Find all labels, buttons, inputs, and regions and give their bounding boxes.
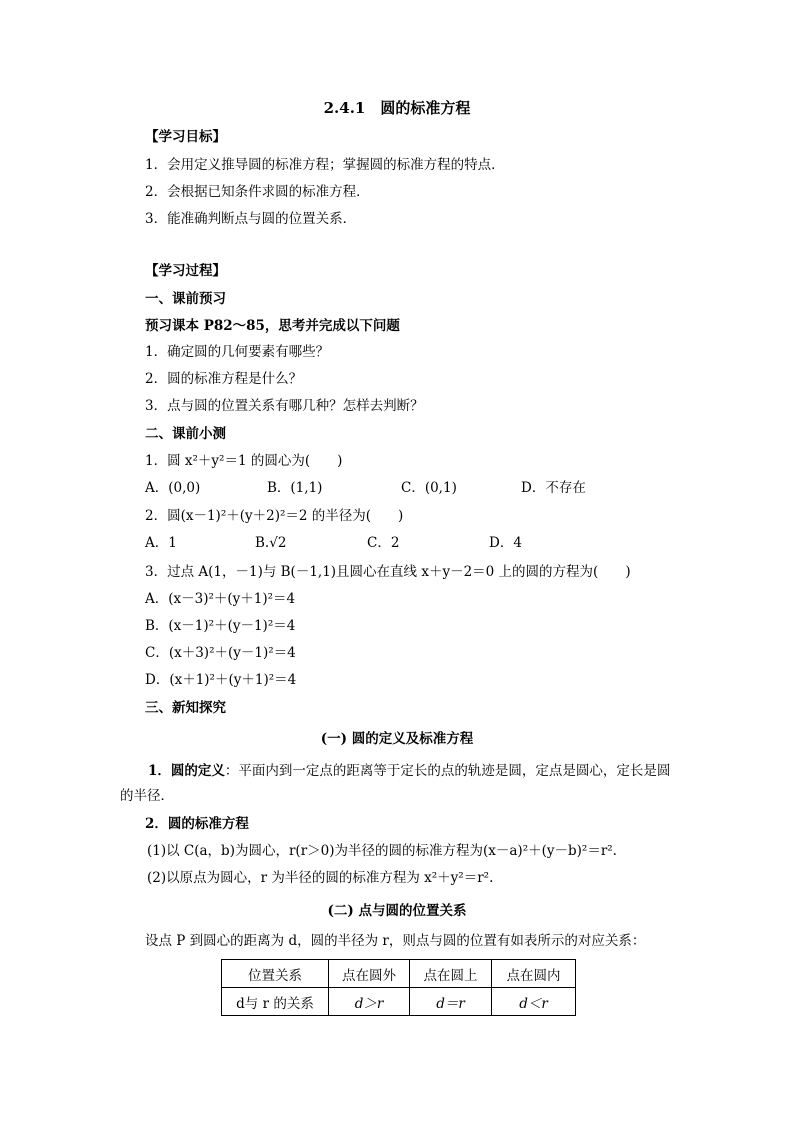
table-cell: 点在圆上 [410,960,492,988]
circle-definition [120,759,680,809]
standard-equation-1: (1)以 C(a，b)为圆心，r(r＞0)为半径的圆的标准方程为(x－a)²＋(y－b)²＝r². [147,843,617,859]
preview-question: 2．圆的标准方程是什么？ [145,371,303,387]
option-b: B．(1,1) [267,480,323,496]
option-d: D．4 [489,535,522,551]
section-2-title: (二) 点与圆的位置关系 [327,903,467,919]
option-a: A．(0,0) [145,480,201,496]
section-2-intro: 设点 P 到圆心的距离为 d，圆的半径为 r，则点与圆的位置有如表所示的对应关系： [145,933,646,949]
standard-equation-2: (2)以原点为圆心，r 为半径的圆的标准方程为 x²＋y²＝r². [147,870,494,886]
option-d: D．不存在 [521,480,586,496]
preview-header: 一、课前预习 [145,291,226,307]
table-cell: d与 r 的关系 [222,988,329,1016]
option-c: C．(0,1) [401,480,457,496]
question-3-stem: 3．过点 A(1，－1)与 B(－1,1)且圆心在直线 x＋y－2＝0 上的圆的方程为( ) [145,564,631,580]
objective-item: 3．能准确判断点与圆的位置关系． [145,211,357,227]
objective-item: 1．会用定义推导圆的标准方程；掌握圆的标准方程的特点． [145,157,505,173]
page-title: 2.4.1 圆的标准方程 [323,99,471,117]
table-cell: 点在圆外 [329,960,410,988]
process-header: 【学习过程】 [145,263,226,279]
quiz-header: 二、课前小测 [145,426,226,442]
position-relation-table [221,959,576,1016]
preview-question: 3．点与圆的位置关系有哪几种？怎样去判断？ [145,398,424,414]
preview-question: 1．确定圆的几何要素有哪些？ [145,344,330,360]
question-3-option: C．(x＋3)²＋(y－1)²＝4 [145,645,296,661]
table-cell: d＞r [329,988,410,1016]
standard-equation-label: 2．圆的标准方程 [145,816,249,832]
option-c: C．2 [367,535,400,551]
table-cell: 点在圆内 [492,960,576,988]
table-header-row [222,960,576,988]
question-2-options [145,533,522,553]
question-2-stem: 2．圆(x－1)²＋(y＋2)²＝2 的半径为( ) [145,508,404,524]
explore-header: 三、新知探究 [145,700,226,716]
option-b: B.√2 [255,535,287,551]
table-cell: 位置关系 [222,960,329,988]
preview-intro: 预习课本 P82～85，思考并完成以下问题 [145,318,400,334]
definition-label: 1．圆的定义 [148,763,225,779]
question-3-option: A．(x－3)²＋(y＋1)²＝4 [145,591,296,607]
question-1-stem: 1．圆 x²＋y²＝1 的圆心为( ) [145,453,343,469]
definition-text: ：平面内到一定点的距离等于定长的点的轨迹是圆，定点是圆心，定长是圆的半径． [120,763,671,804]
section-1-title: (一) 圆的定义及标准方程 [320,731,474,747]
question-1-options [145,478,586,498]
question-3-option: D．(x＋1)²＋(y＋1)²＝4 [145,672,297,688]
table-cell: d＝r [410,988,492,1016]
option-a: A．1 [145,535,177,551]
objectives-header: 【学习目标】 [145,129,226,145]
objective-item: 2．会根据已知条件求圆的标准方程． [145,184,370,200]
question-3-option: B．(x－1)²＋(y－1)²＝4 [145,618,296,634]
table-cell: d＜r [492,988,576,1016]
table-row [222,988,576,1016]
